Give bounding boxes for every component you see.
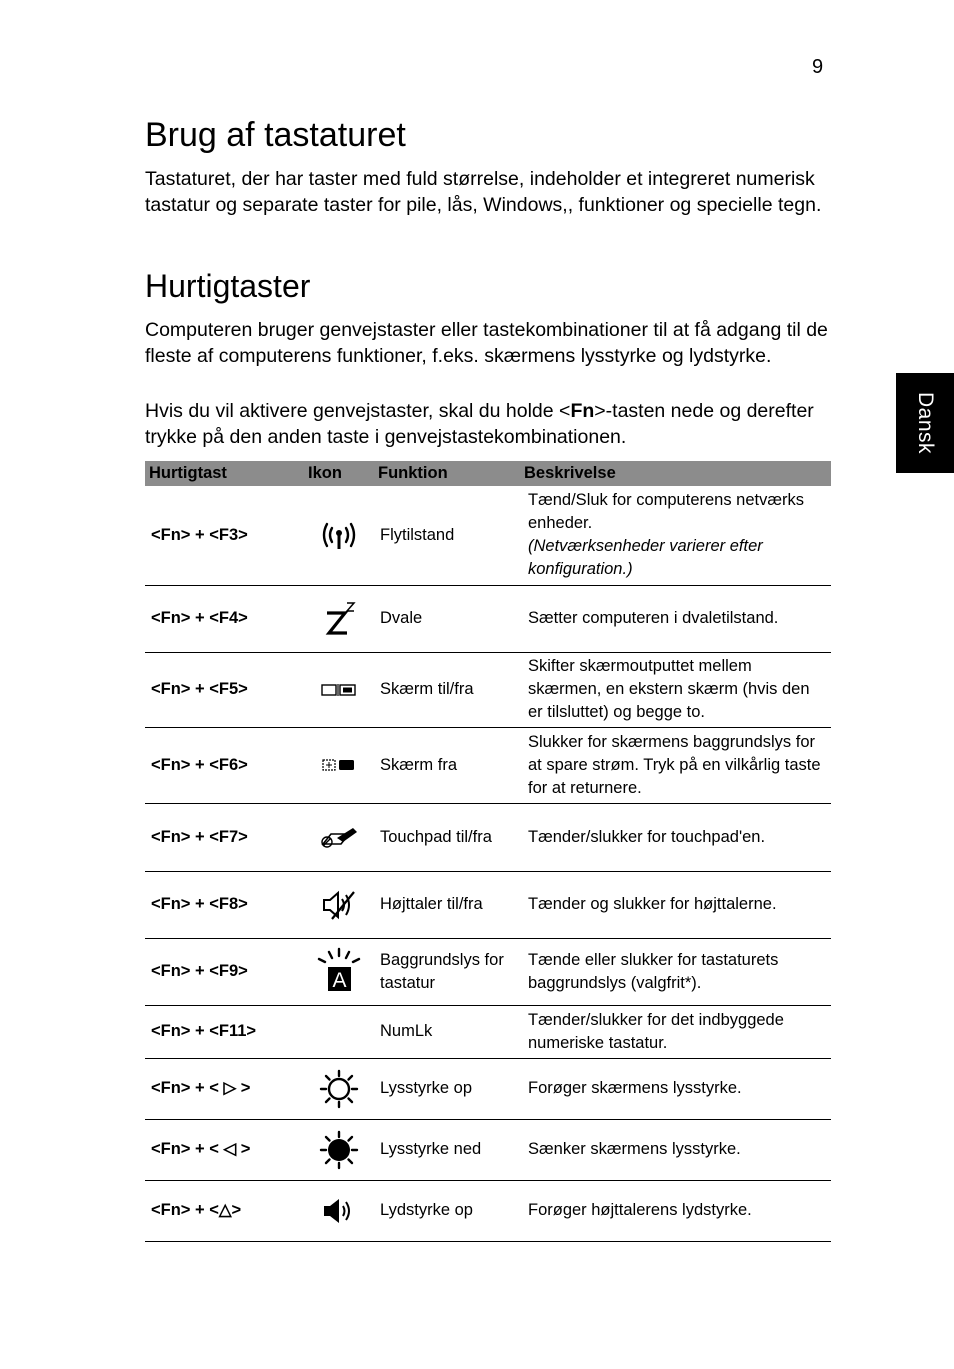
- function-cell: Touchpad til/fra: [374, 803, 520, 871]
- speaker-mute-icon: [320, 889, 358, 921]
- function-cell: Dvale: [374, 585, 520, 652]
- function-cell: Skærm til/fra: [374, 652, 520, 727]
- description-cell: Sænker skærmens lysstyrke.: [520, 1119, 831, 1180]
- hotkey-cell: <Fn> + <△>: [145, 1180, 304, 1241]
- table-header-row: [145, 461, 831, 486]
- page-title: Brug af tastaturet: [145, 116, 406, 154]
- hotkey-cell: <Fn> + <F7>: [145, 803, 304, 871]
- table-row: [145, 803, 831, 871]
- volume-up-icon: [321, 1196, 357, 1226]
- function-cell: Lydstyrke op: [374, 1180, 520, 1241]
- screen-off-icon: [321, 757, 357, 773]
- table-row: [145, 1180, 831, 1241]
- sleep-icon: [321, 599, 357, 639]
- keyboard-backlight-icon: [313, 947, 365, 997]
- function-cell: Baggrundslys for tastatur: [374, 938, 520, 1005]
- function-cell: Lysstyrke ned: [374, 1119, 520, 1180]
- description-cell: Tænd/Sluk for computerens netværks enheder. (Netværksenheder varierer efter konfiguration.): [520, 486, 831, 585]
- table-row: [145, 486, 831, 585]
- hotkey-cell: <Fn> + <F3>: [145, 486, 304, 585]
- hotkey-cell: <Fn> + <F11>: [145, 1005, 304, 1058]
- hotkeys-paragraph: Computeren bruger genvejstaster eller tastekombinationer til at få adgang til de fleste af computerens funktioner, f.eks. skærmens lysstyrke og lydstyrke.: [145, 319, 828, 367]
- function-cell: NumLk: [374, 1005, 520, 1058]
- table-row: [145, 585, 831, 652]
- description-cell: Slukker for skærmens baggrundslys for at spare strøm. Tryk på en vilkårlig taste for at returnere.: [520, 727, 831, 803]
- hotkey-cell: <Fn> + <F9>: [145, 938, 304, 1005]
- description-cell: Tænde eller slukker for tastaturets baggrundslys (valgfrit*).: [520, 938, 831, 1005]
- page-number: 9: [812, 56, 824, 78]
- svg-text:A: A: [332, 968, 347, 992]
- description-cell: Skifter skærmoutputtet mellem skærmen, en ekstern skærm (hvis den er tilsluttet) og begge to.: [520, 652, 831, 727]
- table-row: [145, 938, 831, 1005]
- hotkey-cell: <Fn> + < ◁ >: [145, 1119, 304, 1180]
- hotkey-table: [145, 461, 831, 1242]
- description-cell: Tænder/slukker for touchpad'en.: [520, 803, 831, 871]
- hotkey-cell: <Fn> + <F4>: [145, 585, 304, 652]
- fn-instruction-paragraph: Hvis du vil aktivere genvejstaster, skal du holde <Fn>-tasten nede og derefter trykke på den anden taste i genvejstastekombinationen.: [145, 400, 814, 448]
- display-toggle-icon: [320, 682, 358, 698]
- header-description: Beskrivelse: [520, 461, 831, 486]
- description-cell: Sætter computeren i dvaletilstand.: [520, 585, 831, 652]
- description-cell: Forøger højttalerens lydstyrke.: [520, 1180, 831, 1241]
- header-function: Funktion: [374, 461, 520, 486]
- language-tab: [896, 373, 954, 473]
- fn-key-label: Fn: [570, 400, 595, 422]
- touchpad-icon: [319, 824, 359, 850]
- header-hotkey: Hurtigtast: [145, 461, 304, 486]
- hotkey-cell: <Fn> + <F6>: [145, 727, 304, 803]
- table-row: [145, 1058, 831, 1119]
- hotkey-cell: <Fn> + <F5>: [145, 652, 304, 727]
- table-row: [145, 1119, 831, 1180]
- table-row: [145, 871, 831, 938]
- function-cell: Højttaler til/fra: [374, 871, 520, 938]
- table-row: [145, 1005, 831, 1058]
- hotkey-cell: <Fn> + < ▷ >: [145, 1058, 304, 1119]
- function-cell: Flytilstand: [374, 486, 520, 585]
- table-row: [145, 727, 831, 803]
- function-cell: Lysstyrke op: [374, 1058, 520, 1119]
- section-title: Hurtigtaster: [145, 268, 311, 304]
- hotkey-cell: <Fn> + <F8>: [145, 871, 304, 938]
- brightness-up-icon: [319, 1069, 359, 1109]
- function-cell: Skærm fra: [374, 727, 520, 803]
- brightness-down-icon: [319, 1130, 359, 1170]
- intro-paragraph: Tastaturet, der har taster med fuld størrelse, indeholder et integreret numerisk tastatur og separate taster for pile, lås, Windows,, funktioner og specielle tegn.: [145, 168, 822, 216]
- description-note: (Netværksenheder varierer efter konfiguration.): [528, 537, 763, 579]
- wireless-icon: [319, 518, 359, 552]
- header-icon: Ikon: [304, 461, 374, 486]
- table-row: [145, 652, 831, 727]
- description-cell: Forøger skærmens lysstyrke.: [520, 1058, 831, 1119]
- description-cell: Tænder/slukker for det indbyggede numeriske tastatur.: [520, 1005, 831, 1058]
- description-cell: Tænder og slukker for højttalerne.: [520, 871, 831, 938]
- language-tab-label: Dansk: [914, 391, 937, 455]
